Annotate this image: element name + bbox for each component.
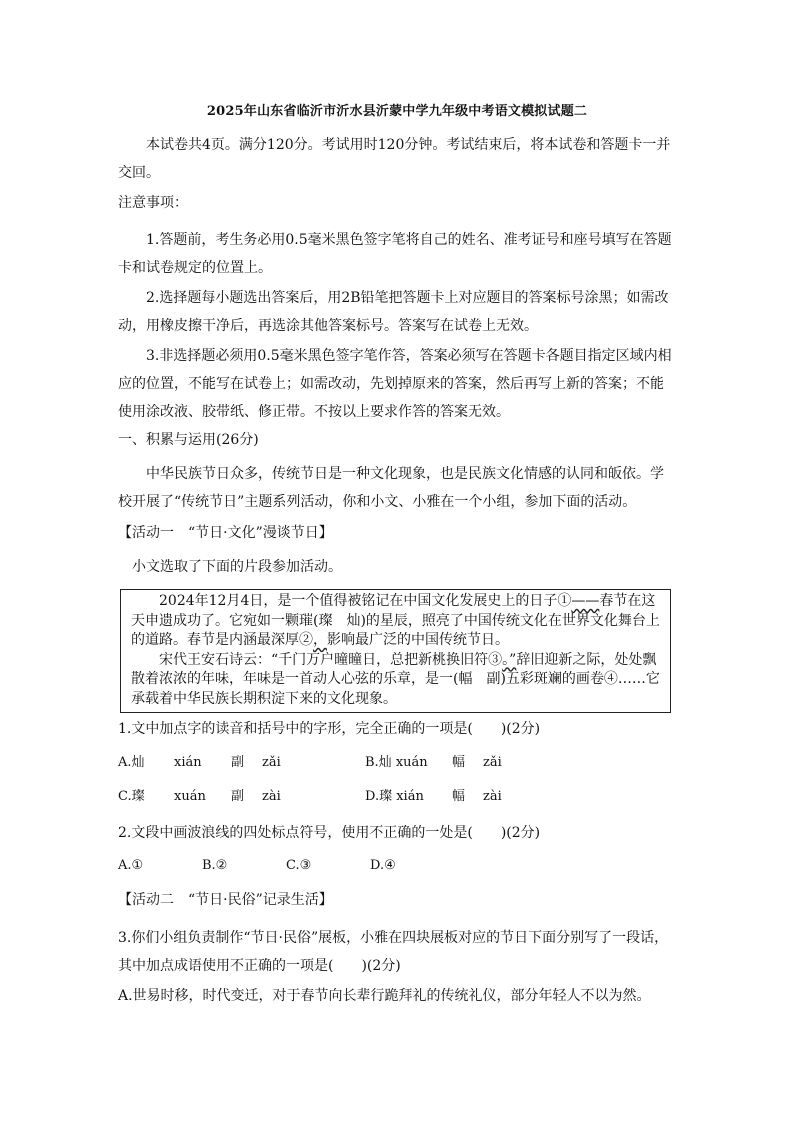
intro-paragraph: 本试卷共4页。满分120分。考试用时120分钟。考试结束后，将本试卷和答题卡一并交回。	[118, 137, 671, 181]
passage-paragraph: 宋代王安石诗云：“千门万户曈曈日，总把新桃换旧符③。”辞旧迎新之际，处处飘散着浓浓的年味，年味是一首动人心弦的乐章，是一(幅 副)五彩斑斓的画卷④……它承载着中华民族长期积淀下来的文化现象。	[131, 651, 660, 707]
answer-option: A.世易时移，时代变迁，对于春节向长辈行跪拜礼的传统礼仪，部分年轻人不以为然。	[118, 988, 651, 1004]
option-b-glyph: 幅	[452, 755, 466, 770]
option-c-char: C.璨	[118, 789, 145, 804]
reading-passage	[120, 589, 671, 713]
option-d-pinyin2: zài	[483, 789, 502, 804]
option-d-glyph: 幅	[452, 789, 466, 804]
option-c-pinyin2: zài	[262, 789, 281, 804]
activity-heading: 【活动二 “节日·民俗”记录生活】	[118, 892, 333, 908]
option-c-pinyin: xuán	[174, 789, 206, 804]
question-stem: 3.你们小组负责制作“节日·民俗”展板，小雅在四块展板对应的节日下面分别写了一段话，其中加点成语使用不正确的一项是( )(2分)	[118, 930, 669, 974]
option-a-pinyin2: zǎi	[262, 755, 281, 770]
notice-heading: 注意事项：	[118, 195, 188, 211]
option-a-char: A.灿	[118, 755, 145, 770]
notice-item: 3.非选择题必须用0.5毫米黑色签字笔作答，答案必须写在答题卡各题目指定区域内相应的位置，不能写在试卷上；如需改动，先划掉原来的答案，然后再写上新的答案；不能使用涂改液、胶带纸、修正带。不按以上要求作答的答案无效。	[118, 348, 672, 420]
option-a-pinyin: xián	[174, 755, 202, 770]
section-intro: 中华民族节日众多，传统节日是一种文化现象，也是民族文化情感的认同和皈依。学校开展了“传统节日”主题系列活动，你和小文、小雅在一个小组，参加下面的活动。	[118, 466, 664, 510]
activity-intro: 小文选取了下面的片段参加活动。	[132, 559, 342, 575]
section-heading: 一、积累与运用(26分)	[118, 432, 259, 448]
option-d: D.④	[370, 858, 396, 873]
option-a-glyph: 副	[231, 755, 245, 770]
page-title: 2025年山东省临沂市沂水县沂蒙中学九年级中考语文模拟试题二	[206, 104, 588, 119]
option-b-pinyin2: zǎi	[483, 755, 502, 770]
notice-item: 2.选择题每小题选出答案后，用2B铅笔把答题卡上对应题目的答案标号涂黑；如需改动，用橡皮擦干净后，再选涂其他答案标号。答案写在试卷上无效。	[118, 290, 669, 334]
question-stem: 2.文段中画波浪线的四处标点符号，使用不正确的一处是( )(2分)	[118, 825, 541, 841]
passage-paragraph: 2024年12月4日，是一个值得被铭记在中国文化发展史上的日子①——春节在这天申遗成功了。它宛如一颗璀(璨 灿)的星辰，照亮了中国传统文化在世界文化舞台上的道路。春节是内涵最深厚②，影响最广泛的中国传统节日。	[131, 593, 660, 648]
activity-heading: 【活动一 “节日·文化”漫谈节日】	[118, 525, 333, 541]
question-stem: 1.文中加点字的读音和括号中的字形，完全正确的一项是( )(2分)	[118, 721, 541, 737]
option-b: B.②	[202, 858, 228, 873]
option-c-glyph: 副	[231, 789, 245, 804]
option-b-char: B.灿 xuán	[365, 755, 428, 770]
option-a: A.①	[118, 858, 144, 873]
notice-item: 1.答题前，考生务必用0.5毫米黑色签字笔将自己的姓名、准考证号和座号填写在答题卡和试卷规定的位置上。	[118, 232, 672, 276]
option-c: C.③	[286, 858, 312, 873]
option-d-char: D.璨 xián	[365, 789, 424, 804]
